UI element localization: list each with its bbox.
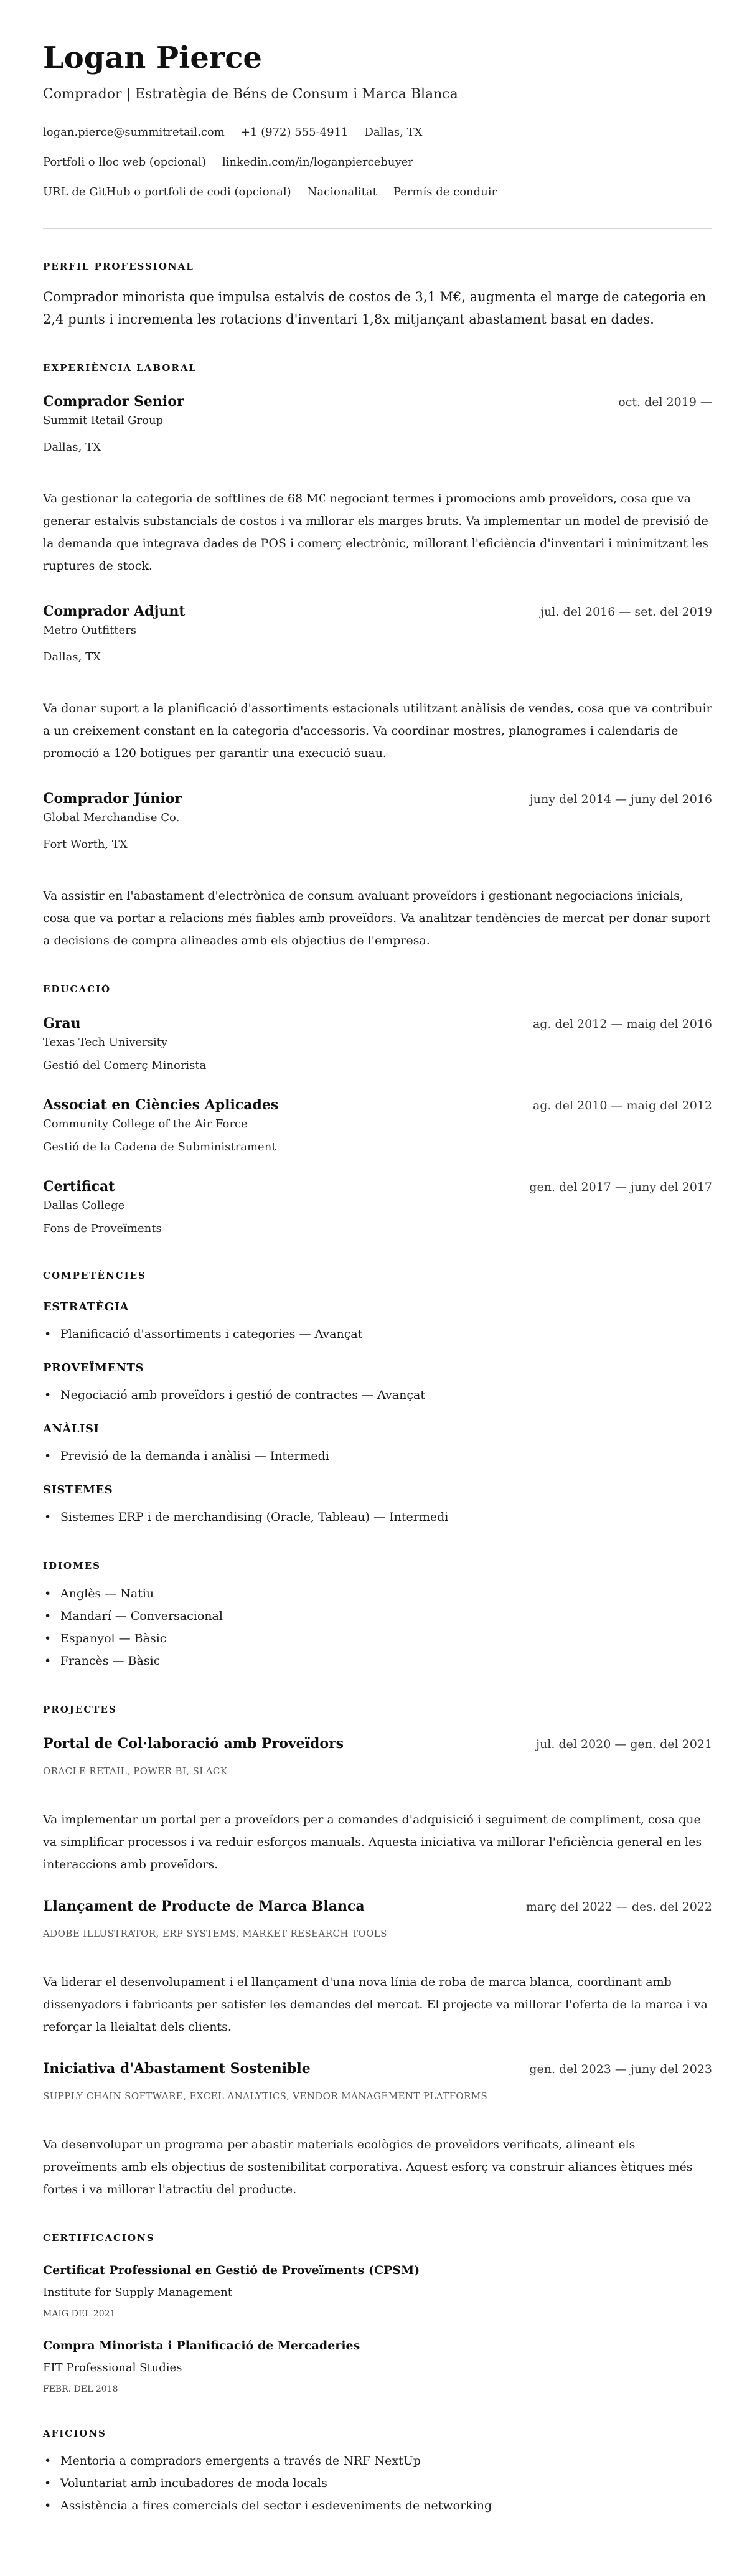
bullet-icon: • bbox=[44, 2454, 52, 2468]
field-of-study: Gestió de la Cadena de Subministrament bbox=[43, 1140, 276, 1154]
language-text: Espanyol — Bàsic bbox=[60, 1632, 167, 1645]
skill-text: Sistemes ERP i de merchandising (Oracle, Tableau) — Intermedi bbox=[60, 1510, 449, 1524]
language-item bbox=[43, 1605, 712, 1627]
project-entry bbox=[43, 2059, 712, 2201]
portfolio-link[interactable]: Portfoli o lloc web (opcional) bbox=[43, 156, 206, 169]
hobbies-section bbox=[43, 2427, 712, 2517]
company-name: Summit Retail Group bbox=[43, 414, 164, 427]
job-location: Dallas, TX bbox=[43, 651, 101, 664]
certification-title: Compra Minorista i Planificació de Mercaderies bbox=[43, 2339, 360, 2353]
project-description: Va implementar un portal per a proveïdors per a comandes d'adquisició i seguiment de compliment, cosa que va simplificar processos i va reduir esforços manuals. Aquesta iniciativa va millorar l'eficiència general en les interaccions amb proveïdors. bbox=[43, 1813, 702, 1871]
school-name: Dallas College bbox=[43, 1199, 125, 1212]
section-heading: PROJECTES bbox=[43, 1704, 117, 1715]
job-title: Comprador Júnior bbox=[43, 791, 182, 807]
experience-section bbox=[43, 362, 712, 952]
project-technologies: ADOBE ILLUSTRATOR, ERP SYSTEMS, MARKET RESEARCH TOOLS bbox=[43, 1928, 387, 1939]
project-entry bbox=[43, 1734, 712, 1876]
section-heading: IDIOMES bbox=[43, 1560, 101, 1571]
bullet-icon: • bbox=[44, 2476, 52, 2490]
candidate-subtitle: Comprador | Estratègia de Béns de Consum i Marca Blanca bbox=[43, 87, 458, 102]
field-of-study: Gestió del Comerç Minorista bbox=[43, 1059, 207, 1072]
project-title: Portal de Col·laboració amb Proveïdors bbox=[43, 1736, 344, 1752]
job-title: Comprador Senior bbox=[43, 393, 184, 410]
education-entry bbox=[43, 1096, 712, 1157]
education-dates: ag. del 2012 — maig del 2016 bbox=[532, 1017, 712, 1031]
header-divider bbox=[43, 228, 712, 229]
contact-row bbox=[43, 118, 712, 148]
bullet-icon: • bbox=[44, 1654, 52, 1668]
company-name: Global Merchandise Co. bbox=[43, 811, 180, 824]
project-description: Va liderar el desenvolupament i el llançament d'una nova línia de roba de marca blanca, coordinant amb dissenyadors i fabricants per satisfer les demandes del mercat. El projecte va millorar l'oferta de la marca i va reforçar la lleialtat dels clients. bbox=[43, 1975, 708, 2034]
hobby-item bbox=[43, 2494, 712, 2517]
section-heading: EXPERIÈNCIA LABORAL bbox=[43, 362, 197, 374]
skills-section bbox=[43, 1269, 712, 1528]
summary-text: Comprador minorista que impulsa estalvis de costos de 3,1 M€, augmenta el marge de categoria en 2,4 punts i incrementa les rotacions d'inventari 1,8x mitjançant abastament basat en dades. bbox=[43, 289, 707, 327]
bullet-icon: • bbox=[44, 1632, 52, 1645]
hobby-text: Voluntariat amb incubadores de moda locals bbox=[60, 2476, 327, 2490]
bullet-icon: • bbox=[44, 1449, 52, 1463]
skill-list bbox=[43, 1445, 712, 1467]
degree: Associat en Ciències Aplicades bbox=[43, 1097, 279, 1113]
job-entry bbox=[43, 602, 712, 764]
projects-section bbox=[43, 1703, 712, 2201]
project-title: Iniciativa d'Abastament Sostenible bbox=[43, 2061, 311, 2077]
skill-item bbox=[43, 1384, 712, 1406]
skill-list bbox=[43, 1384, 712, 1406]
education-entry bbox=[43, 1014, 712, 1075]
hobby-item bbox=[43, 2472, 712, 2494]
company-name: Metro Outfitters bbox=[43, 624, 137, 637]
skill-item bbox=[43, 1506, 712, 1528]
field-of-study: Fons de Proveïments bbox=[43, 1222, 162, 1235]
contact-info bbox=[43, 118, 712, 207]
bullet-icon: • bbox=[44, 1388, 52, 1402]
certifications-section bbox=[43, 2232, 712, 2396]
skill-category: ESTRATÈGIA bbox=[43, 1300, 129, 1314]
skill-item bbox=[43, 1445, 712, 1467]
summary-section bbox=[43, 260, 712, 331]
candidate-name: Logan Pierce bbox=[43, 40, 262, 75]
nationality: Nacionalitat bbox=[307, 186, 377, 199]
bullet-icon: • bbox=[44, 2499, 52, 2513]
skill-category: SISTEMES bbox=[43, 1483, 113, 1497]
language-item bbox=[43, 1650, 712, 1672]
job-description: Va gestionar la categoria de softlines de 68 M€ negociant termes i promocions amb proveïdors, cosa que va generar estalvis substancials de costos i va millorar els marges bruts. Va implementar un model de previsió de la demanda que integrava dades de POS i comerç electrònic, millorant l'eficiència d'inventari i minimitzant les ruptures de stock. bbox=[43, 492, 708, 573]
section-heading: EDUCACIÓ bbox=[43, 984, 111, 995]
certification-issuer: FIT Professional Studies bbox=[43, 2361, 182, 2374]
degree: Certificat bbox=[43, 1178, 115, 1195]
job-dates: jul. del 2016 — set. del 2019 bbox=[540, 605, 712, 619]
skill-category: PROVEÏMENTS bbox=[43, 1361, 144, 1375]
skill-list bbox=[43, 1323, 712, 1345]
section-heading: PERFIL PROFESSIONAL bbox=[43, 261, 194, 272]
bullet-icon: • bbox=[44, 1510, 52, 1524]
job-location: Fort Worth, TX bbox=[43, 838, 128, 851]
job-description: Va assistir en l'abastament d'electrònica de consum avaluant proveïdors i gestionant negociacions inicials, cosa que va portar a relacions més fiables amb proveïdors. Va analitzar tendències de mercat per donar suport a decisions de compra alineades amb els objectius de l'empresa. bbox=[43, 889, 710, 947]
certification-entry bbox=[43, 2262, 712, 2321]
section-heading: CERTIFICACIONS bbox=[43, 2232, 155, 2244]
education-entry bbox=[43, 1177, 712, 1238]
job-description: Va donar suport a la planificació d'assortiments estacionals utilitzant anàlisis de vendes, cosa que va contribuir a un creixement constant en la categoria d'accessoris. Va coordinar mostres, planogrames i calendaris de promoció a 120 botigues per garantir una execució suau. bbox=[43, 702, 712, 760]
certification-entry bbox=[43, 2337, 712, 2396]
job-dates: oct. del 2019 — bbox=[618, 395, 712, 409]
project-entry bbox=[43, 1897, 712, 2038]
project-dates: gen. del 2023 — juny del 2023 bbox=[529, 2062, 712, 2076]
project-technologies: SUPPLY CHAIN SOFTWARE, EXCEL ANALYTICS, VENDOR MANAGEMENT PLATFORMS bbox=[43, 2090, 488, 2102]
language-item bbox=[43, 1582, 712, 1605]
job-entry bbox=[43, 789, 712, 952]
languages-section bbox=[43, 1559, 712, 1672]
hobby-item bbox=[43, 2450, 712, 2472]
job-title: Comprador Adjunt bbox=[43, 603, 186, 619]
school-name: Community College of the Air Force bbox=[43, 1117, 248, 1131]
section-heading: COMPETÈNCIES bbox=[43, 1270, 146, 1281]
education-section bbox=[43, 983, 712, 1238]
project-title: Llançament de Producte de Marca Blanca bbox=[43, 1898, 365, 1914]
certification-date: MAIG DEL 2021 bbox=[43, 2309, 116, 2319]
resume-header bbox=[43, 39, 712, 229]
bullet-icon: • bbox=[44, 1587, 52, 1601]
driving-license: Permís de conduir bbox=[393, 186, 497, 199]
language-list bbox=[43, 1582, 712, 1672]
project-dates: jul. del 2020 — gen. del 2021 bbox=[536, 1737, 712, 1751]
github-link[interactable]: URL de GitHub o portfoli de codi (opcional) bbox=[43, 186, 291, 199]
skill-text: Planificació d'assortiments i categories — Avançat bbox=[60, 1327, 363, 1341]
skill-text: Negociació amb proveïdors i gestió de contractes — Avançat bbox=[60, 1388, 425, 1402]
bullet-icon: • bbox=[44, 1609, 52, 1623]
location: Dallas, TX bbox=[364, 126, 423, 139]
job-location: Dallas, TX bbox=[43, 441, 101, 454]
language-text: Mandarí — Conversacional bbox=[60, 1609, 223, 1623]
skill-item bbox=[43, 1323, 712, 1345]
project-technologies: ORACLE RETAIL, POWER BI, SLACK bbox=[43, 1765, 228, 1777]
hobby-list bbox=[43, 2450, 712, 2517]
bullet-icon: • bbox=[44, 1327, 52, 1341]
section-heading: AFICIONS bbox=[43, 2428, 106, 2439]
contact-row bbox=[43, 177, 712, 207]
certification-date: FEBR. DEL 2018 bbox=[43, 2384, 118, 2394]
project-description: Va desenvolupar un programa per abastir materials ecològics de proveïdors verificats, alineant els proveïments amb els objectius de sostenibilitat corporativa. Aquest esforç va construir aliances ètiques més fortes i va millorar l'atractiu del producte. bbox=[43, 2138, 693, 2196]
degree: Grau bbox=[43, 1015, 81, 1032]
hobby-text: Assistència a fires comercials del sector i esdeveniments de networking bbox=[60, 2499, 492, 2513]
education-dates: gen. del 2017 — juny del 2017 bbox=[529, 1180, 712, 1194]
certification-issuer: Institute for Supply Management bbox=[43, 2286, 233, 2299]
certification-title: Certificat Professional en Gestió de Proveïments (CPSM) bbox=[43, 2263, 420, 2277]
project-dates: març del 2022 — des. del 2022 bbox=[525, 1900, 712, 1914]
email-link[interactable]: logan.pierce@summitretail.com bbox=[43, 126, 225, 139]
job-entry bbox=[43, 392, 712, 577]
skill-list bbox=[43, 1506, 712, 1528]
contact-row bbox=[43, 148, 712, 177]
phone-number: +1 (972) 555-4911 bbox=[240, 126, 349, 139]
language-item bbox=[43, 1627, 712, 1650]
school-name: Texas Tech University bbox=[43, 1036, 168, 1049]
linkedin-link[interactable]: linkedin.com/in/loganpiercebuyer bbox=[222, 156, 413, 169]
skill-category: ANÀLISI bbox=[43, 1422, 100, 1436]
language-text: Francès — Bàsic bbox=[60, 1654, 161, 1668]
job-dates: juny del 2014 — juny del 2016 bbox=[529, 792, 712, 806]
hobby-text: Mentoria a compradors emergents a través de NRF NextUp bbox=[60, 2454, 421, 2468]
skill-text: Previsió de la demanda i anàlisi — Intermedi bbox=[60, 1449, 329, 1463]
education-dates: ag. del 2010 — maig del 2012 bbox=[532, 1099, 712, 1112]
language-text: Anglès — Natiu bbox=[60, 1587, 154, 1601]
